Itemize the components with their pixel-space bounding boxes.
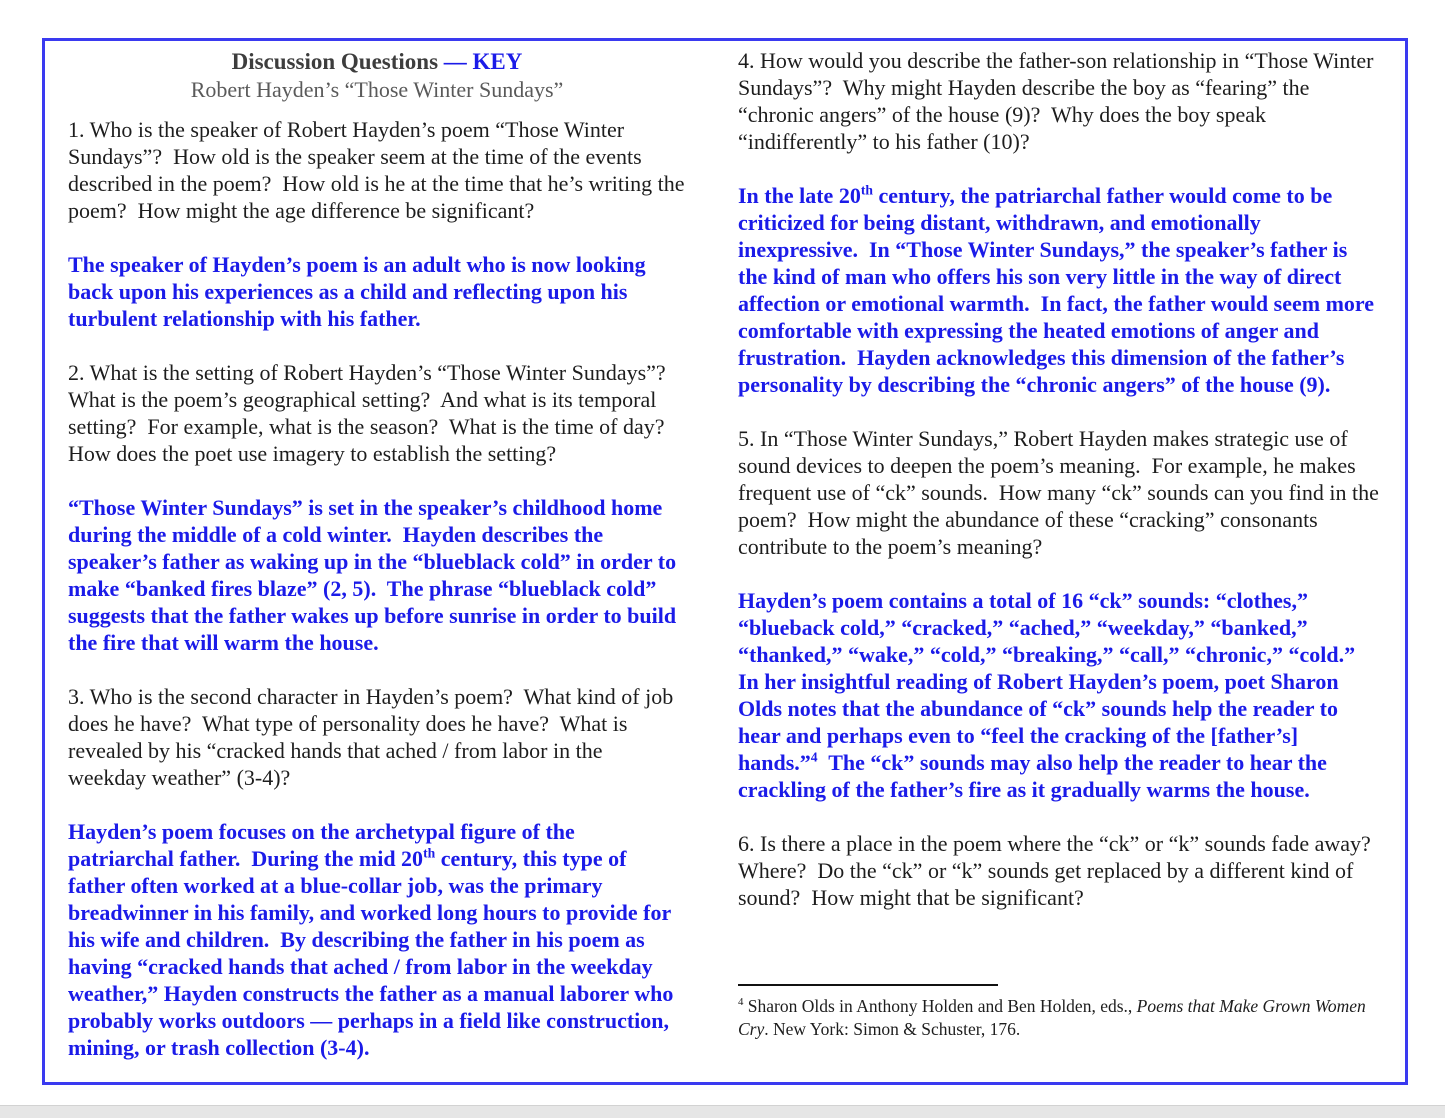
title-main-text: Discussion Questions [231,49,439,74]
column-left [68,47,690,1061]
footnote-marker: 4 [738,996,744,1009]
footnote-citation-end: . New York: Simon & Schuster, 176. [764,1019,1021,1039]
question-1: 1. Who is the speaker of Robert Hayden’s poem “Those Winter Sundays”? How old is the speaker seem at the time of the events described in the poem? How old is he at the time that he’s writing the poem? How might the age difference be significant? [68,117,690,223]
answer-5-text: Hayden’s poem contains a total of 16 “ck” sounds: “clothes,” “blueback cold,” “cracked,” “ached,” “weekday,” “banked,” “thanked,” “wake,” “cold,” “breaking,” “call,” “chronic,” “cold.” In her insightful reading of Robert Hayden’s poem, poet Sharon Olds notes that the abundance of “ck” sounds help the reader to hear and perhaps even to “feel the cracking of the [father’s] hands.” [738,588,1367,775]
answer-4-text-continued: century, the patriarchal father would come to be criticized for being distant, withdrawn, and emotionally inexpressive. In “Those Winter Sundays,” the speaker’s father is the kind of man who offers his son very little in the way of direct affection or emotional warmth. In fact, the father would seem more comfortable with expressing the heated emotions of anger and frustration. Hayden acknowledges this dimension of the father’s personality by describing the “chronic angers” of the house (9). [738,183,1380,397]
answer-5 [738,587,1380,803]
title-key-text: — KEY [443,49,523,74]
page-subtitle: Robert Hayden’s “Those Winter Sundays” [190,77,564,102]
footnote-divider [738,984,998,986]
answer-3-superscript: th [423,845,436,861]
answer-4-superscript: th [860,182,873,198]
footnote [738,984,1380,1041]
question-2: 2. What is the setting of Robert Hayden’s “Those Winter Sundays”? What is the poem’s geographical setting? And what is its temporal setting? For example, what is the season? What is the time of day? How does the poet use imagery to establish the setting? [68,360,677,466]
answer-1: The speaker of Hayden’s poem is an adult who is now looking back upon his experiences as a child and reflecting upon his turbulent relationship with his father. [68,252,652,331]
answer-3-text-continued: century, this type of father often worked at a blue-collar job, was the primary breadwinner in his family, and worked long hours to provide for his wife and children. By describing the father in his poem as having “cracked hands that ached / from labor in the weekday weather,” Hayden constructs the father as a manual laborer who probably works outdoors — perhaps in a field like construction, mining, or trash collection (3-4). [68,846,679,1060]
page-title [68,47,686,76]
footnote-citation: Sharon Olds in Anthony Holden and Ben Holden, eds., [743,996,1137,1016]
answer-5-footnote-ref: 4 [810,749,818,765]
footnote-book-title: Poems that Make Grown Women Cry [738,996,1371,1039]
document-header [68,47,686,104]
answer-3-text: Hayden’s poem focuses on the archetypal figure of the patriarchal father. During the mid 20 [68,819,581,871]
question-3: 3. Who is the second character in Hayden’s poem? What kind of job does he have? What type of personality does he have? What is revealed by his “cracked hands that ached / from labor in the weekday weather” (3-4)? [68,684,679,790]
question-4: 4. How would you describe the father-son relationship in “Those Winter Sundays”? Why might Hayden describe the boy as “fearing” the “chronic angers” of the house (9)? Why does the boy speak “indifferently” to his father (10)? [738,48,1379,154]
answer-4 [738,182,1380,398]
answer-2: “Those Winter Sundays” is set in the speaker’s childhood home during the middle of a cold winter. Hayden describes the speaker’s father as waking up in the “blueblack cold” in order to make “banked fires blaze” (2, 5). The phrase “blueblack cold” suggests that the father wakes up before sunrise in order to build the fire that will warm the house. [68,495,682,655]
answer-3 [68,818,686,1061]
answer-4-text: In the late 20 [738,183,861,208]
question-6: 6. Is there a place in the poem where the “ck” or “k” sounds fade away? Where? Do the “ck” or “k” sounds get replaced by a different kind of sound? How might that be significant? [738,831,1382,910]
answer-5-text-continued: The “ck” sounds may also help the reader to hear the crackling of the father’s fire as it gradually warms the house. [738,750,1333,802]
column-right [738,47,1385,1041]
page-border [42,38,1408,1085]
question-5: 5. In “Those Winter Sundays,” Robert Hayden makes strategic use of sound devices to deepen the poem’s meaning. For example, he makes frequent use of “ck” sounds. How many “ck” sounds can you find in the poem? How might the abundance of these “cracking” consonants contribute to the poem’s meaning? [738,426,1385,559]
footnote-text [738,995,1380,1041]
